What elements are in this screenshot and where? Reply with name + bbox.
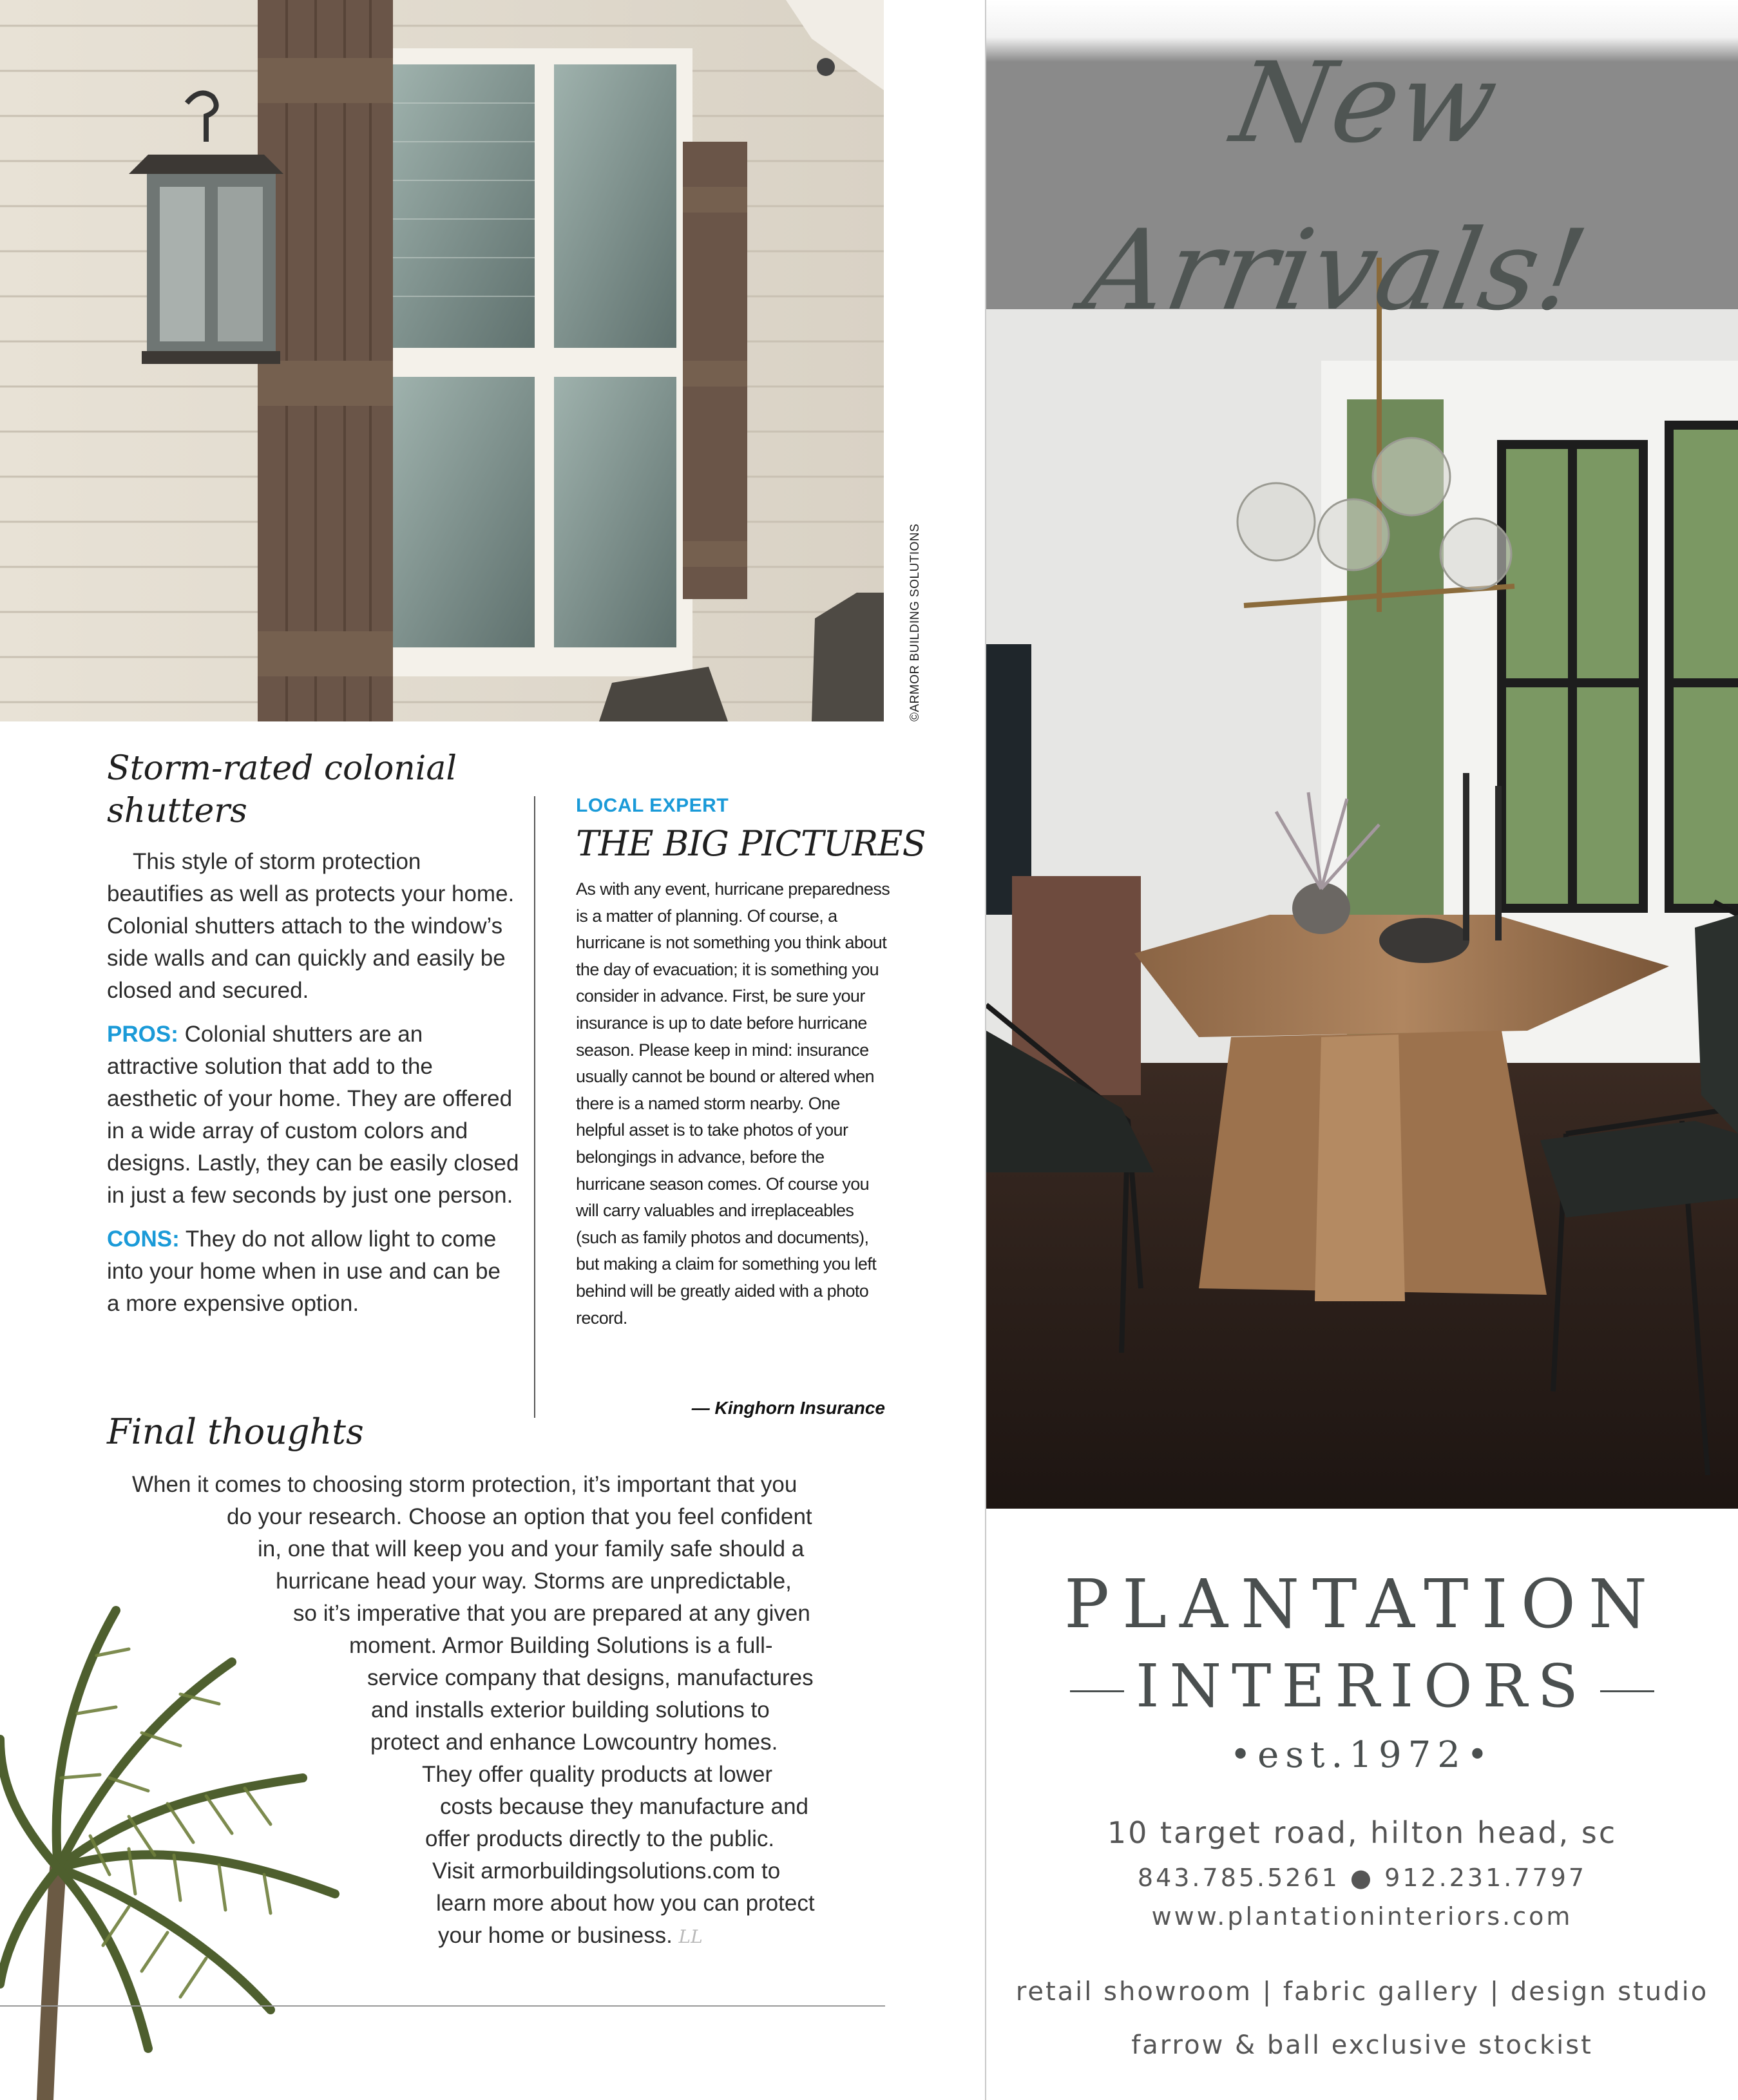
- brand-name-line2: [986, 1651, 1738, 1722]
- shutter-illustration: [0, 0, 884, 721]
- final-line: moment. Armor Building Solutions is a full-: [349, 1633, 773, 1658]
- final-line-last: [438, 1920, 703, 1953]
- ad-services: retail showroom | fabric gallery | design studio: [1015, 1977, 1709, 2007]
- section-heading-final: Final thoughts: [107, 1411, 364, 1452]
- brand-dash-left: [1070, 1690, 1124, 1692]
- sidebar-title: THE BIG PICTURES: [576, 823, 926, 864]
- end-mark: LL: [678, 1926, 703, 1947]
- cons-label: CONS:: [107, 1227, 180, 1252]
- brand-name-line1: PLANTATION: [1064, 1565, 1660, 1643]
- shutters-intro: This style of storm protection beautifies as well as protects your home. Colonial shutters attach to the window’s side walls and can quickly and easily be closed and secured.: [107, 849, 515, 1003]
- final-line: service company that designs, manufactures: [367, 1665, 814, 1690]
- section-heading-shutters: Storm-rated colonial shutters: [107, 749, 457, 830]
- cons-paragraph: [107, 1223, 519, 1320]
- ad-phone-numbers: 843.785.5261 ● 912.231.7797: [1137, 1864, 1587, 1892]
- sidebar-tag: LOCAL EXPERT: [576, 795, 729, 816]
- final-line: When it comes to choosing storm protection, it’s important that you: [132, 1472, 797, 1497]
- final-line: Visit armorbuildingsolutions.com to: [432, 1858, 781, 1884]
- brand-dash-right: [1600, 1690, 1654, 1692]
- final-line: protect and enhance Lowcountry homes.: [370, 1730, 778, 1755]
- bottom-rule: [0, 2005, 885, 2007]
- final-line: They offer quality products at lower: [422, 1762, 773, 1787]
- ad-website[interactable]: www.plantationinteriors.com: [1151, 1902, 1573, 1931]
- ad-stockist: farrow & ball exclusive stockist: [1131, 2030, 1593, 2060]
- final-line: costs because they manufacture and: [440, 1794, 809, 1819]
- shutter-photo: [0, 0, 884, 721]
- final-line: do your research. Choose an option that you feel confident: [227, 1504, 812, 1529]
- sidebar-signature: — Kinghorn Insurance: [691, 1398, 885, 1418]
- sidebar-body: As with any event, hurricane preparedness is a matter of planning. Of course, a hurricane is not something you think about the day of evacuation; it is something you consider in advance. First, be sure your insurance is up to date before hurricane season. Please keep in mind: insurance usually cannot be bound or altered when there is a named storm nearby. One helpful asset is to take photos of your belongings in advance, before the hurricane season comes. Of course you will carry valuables and irreplaceables (such as family photos and documents), but making a claim for something you left behind will be greatly aided with a photo record.: [576, 879, 890, 1328]
- final-line: and installs exterior building solutions to: [371, 1697, 770, 1723]
- column-divider: [534, 796, 535, 1418]
- pros-paragraph: [107, 1018, 519, 1212]
- final-line: learn more about how you can protect: [436, 1891, 815, 1916]
- pros-label: PROS:: [107, 1022, 178, 1047]
- pros-text: Colonial shutters are an attractive solution that add to the aesthetic of your home. They are offered in a wide array of custom colors and designs. Lastly, they can be easily closed in just a few seconds by just one person.: [107, 1022, 519, 1208]
- final-line: in, one that will keep you and your family safe should a: [258, 1536, 805, 1561]
- photo-credit: ©ARMOR BUILDING SOLUTIONS: [908, 523, 922, 721]
- cons-text: They do not allow light to come into your home when in use and can be a more expensive option.: [107, 1227, 501, 1316]
- palm-tree-image: [0, 1507, 412, 2100]
- final-line-text: your home or business.: [438, 1923, 673, 1948]
- ad-address: 10 target road, hilton head, sc: [1107, 1815, 1618, 1850]
- brand-established: •est.1972•: [1230, 1734, 1494, 1776]
- final-line: hurricane head your way. Storms are unpredictable,: [276, 1569, 792, 1594]
- ad-headline: New Arrivals!: [1075, 38, 1597, 335]
- final-line: offer products directly to the public.: [425, 1826, 775, 1851]
- shutters-body: [107, 846, 519, 1332]
- final-line: so it’s imperative that you are prepared at any given: [293, 1601, 810, 1626]
- brand-line2-text: INTERIORS: [1136, 1652, 1589, 1721]
